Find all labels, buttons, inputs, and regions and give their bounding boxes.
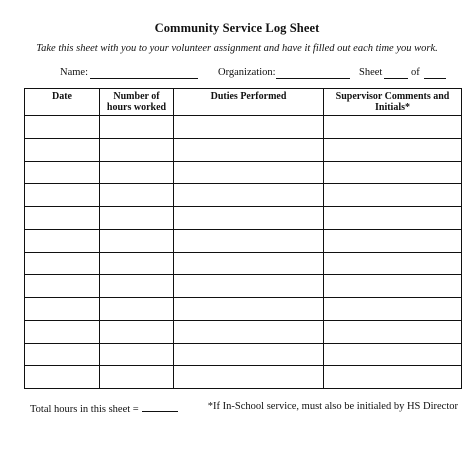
column-header-hours: Number of hours worked [100,89,174,116]
cell-supervisor[interactable] [324,207,462,230]
cell-duties[interactable] [174,275,324,298]
total-hours-label: Total hours in this sheet = [30,404,139,415]
cell-hours[interactable] [100,252,174,275]
cell-hours[interactable] [100,138,174,161]
cell-date[interactable] [25,320,100,343]
table-row [25,366,462,389]
cell-supervisor[interactable] [324,184,462,207]
cell-date[interactable] [25,298,100,321]
sheet-label: Sheet [359,67,383,78]
table-header-row [25,89,462,116]
cell-duties[interactable] [174,320,324,343]
cell-supervisor[interactable] [324,275,462,298]
cell-date[interactable] [25,116,100,139]
table-body [25,116,462,389]
cell-duties[interactable] [174,116,324,139]
table-row [25,184,462,207]
cell-date[interactable] [25,138,100,161]
column-header-duties: Duties Performed [174,89,324,116]
sheet-total-field[interactable] [424,78,446,79]
cell-date[interactable] [25,366,100,389]
table-row [25,320,462,343]
cell-supervisor[interactable] [324,229,462,252]
cell-hours[interactable] [100,229,174,252]
cell-duties[interactable] [174,138,324,161]
table-row [25,161,462,184]
cell-hours[interactable] [100,343,174,366]
table-row [25,343,462,366]
cell-duties[interactable] [174,298,324,321]
organization-field[interactable] [276,78,350,79]
cell-duties[interactable] [174,366,324,389]
cell-duties[interactable] [174,207,324,230]
column-header-supervisor: Supervisor Comments and Initials* [324,89,462,116]
table-row [25,207,462,230]
of-label: of [411,67,420,78]
sheet-number-field[interactable] [384,78,408,79]
cell-supervisor[interactable] [324,116,462,139]
page-title: Community Service Log Sheet [154,21,320,35]
cell-supervisor[interactable] [324,298,462,321]
cell-hours[interactable] [100,184,174,207]
cell-hours[interactable] [100,161,174,184]
cell-date[interactable] [25,184,100,207]
cell-duties[interactable] [174,252,324,275]
table-row [25,252,462,275]
table-row [25,298,462,321]
organization-label: Organization: [218,67,276,78]
total-hours [30,401,178,415]
cell-supervisor[interactable] [324,343,462,366]
cell-hours[interactable] [100,320,174,343]
table-row [25,275,462,298]
cell-date[interactable] [25,275,100,298]
cell-date[interactable] [25,207,100,230]
cell-date[interactable] [25,229,100,252]
cell-hours[interactable] [100,116,174,139]
cell-hours[interactable] [100,207,174,230]
table-row [25,138,462,161]
cell-date[interactable] [25,252,100,275]
cell-date[interactable] [25,161,100,184]
cell-hours[interactable] [100,298,174,321]
cell-hours[interactable] [100,366,174,389]
cell-duties[interactable] [174,184,324,207]
cell-supervisor[interactable] [324,252,462,275]
log-table [24,88,462,389]
cell-supervisor[interactable] [324,138,462,161]
name-label: Name: [60,67,88,78]
cell-hours[interactable] [100,275,174,298]
cell-supervisor[interactable] [324,366,462,389]
cell-date[interactable] [25,343,100,366]
footer-note: *If In-School service, must also be initialed by HS Director [207,401,458,412]
cell-duties[interactable] [174,161,324,184]
total-hours-field[interactable] [142,401,178,412]
column-header-date: Date [25,89,100,116]
cell-supervisor[interactable] [324,320,462,343]
table-row [25,229,462,252]
cell-supervisor[interactable] [324,161,462,184]
header-fields [0,67,474,81]
cell-duties[interactable] [174,229,324,252]
instruction-text: Take this sheet with you to your volunteer assignment and have it filled out each time you work. [36,43,438,54]
table-row [25,116,462,139]
name-field[interactable] [90,78,198,79]
cell-duties[interactable] [174,343,324,366]
